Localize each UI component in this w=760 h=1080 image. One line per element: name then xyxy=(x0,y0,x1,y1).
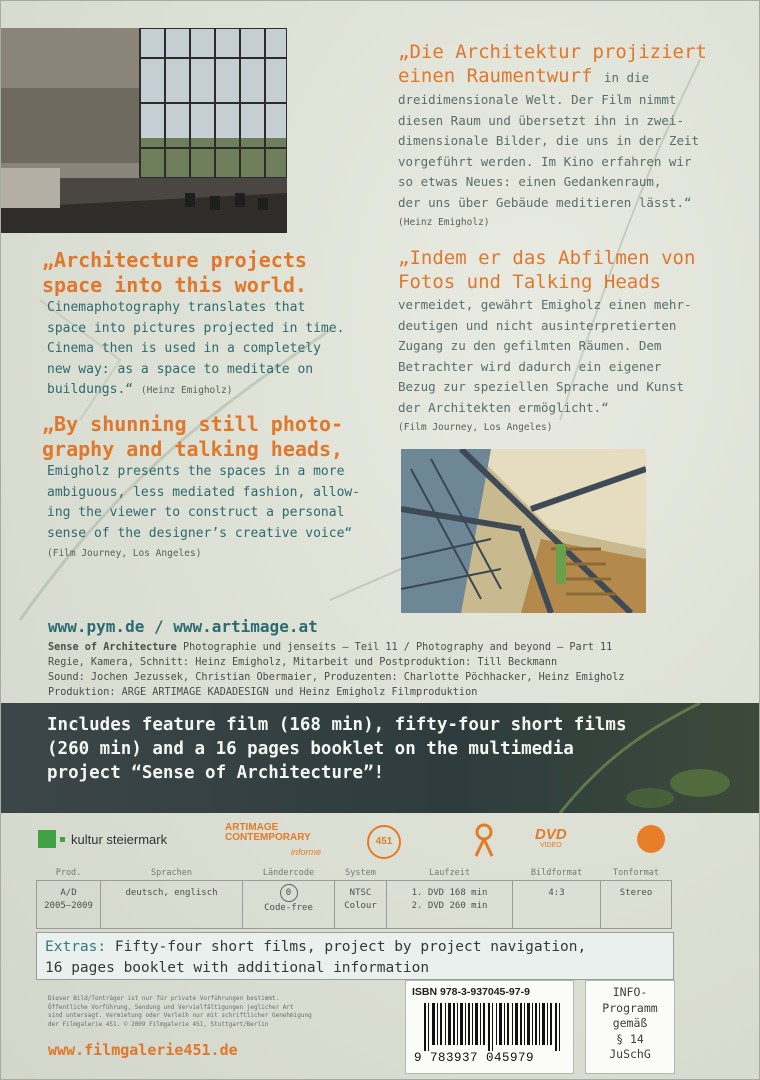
spec-header-system: System xyxy=(335,866,387,881)
quote-de-1-line2-rest: in die xyxy=(603,70,650,85)
spec-tonformat: Stereo xyxy=(601,881,672,929)
quote-de-2-line: der Architekten ermöglicht.“ xyxy=(398,399,609,415)
spec-prod-country: A/D xyxy=(60,888,77,898)
quote-en-2-line: sense of the designer’s creative voice“ xyxy=(47,525,353,541)
spec-header-laufzeit: Laufzeit xyxy=(387,866,513,881)
quote-de-1-line: dreidimensionale Welt. Der Film nimmt xyxy=(398,92,677,107)
credits-line: Regie, Kamera, Schnitt: Heinz Emigholz, Mitarbeit und Postproduktion: Till Beckmann xyxy=(48,657,558,668)
spec-header-bildformat: Bildformat xyxy=(513,866,601,881)
quote-en-1-cite: (Heinz Emigholz) xyxy=(140,385,233,396)
spec-bildformat: 4:3 xyxy=(513,881,601,929)
quote-de-1-title-line1: „Die Architektur projiziert xyxy=(398,41,707,63)
footer-url: www.filmgalerie451.de xyxy=(48,1041,238,1059)
spec-laufzeit-1: 1. DVD 168 min xyxy=(411,888,488,898)
quote-en-1-line: Cinema then is used in a completely xyxy=(47,341,321,356)
extras-line2: 16 pages booklet with additional information xyxy=(45,960,430,976)
quote-en-1-line: space into pictures projected in time. xyxy=(47,320,345,336)
banner-line: project “Sense of Architecture”! xyxy=(47,763,385,783)
artimage-line1: ARTIMAGE xyxy=(225,822,279,833)
isbn-text: ISBN 978-3-937045-97-9 xyxy=(412,986,530,998)
extras-label: Extras: xyxy=(45,939,107,955)
quote-en-1-title-line: „Architecture projects xyxy=(42,248,307,272)
extras-line1: Fifty-four short films, project by project navigation, xyxy=(106,939,587,955)
spec-system-colour: Colour xyxy=(344,901,377,911)
info-line: § 14 xyxy=(616,1031,644,1046)
banner-line: Includes feature film (168 min), fifty-four short films xyxy=(47,715,627,735)
quote-de-1-line: vorgeführt werden. Im Kino erfahren wir xyxy=(398,153,692,169)
spec-header-laendercode: Ländercode xyxy=(243,866,335,881)
quote-de-2-line: vermeidet, gewährt Emigholz einen mehr- xyxy=(398,297,692,312)
quote-en-2-cite: (Film Journey, Los Angeles) xyxy=(47,548,202,559)
quote-de-2-cite: (Film Journey, Los Angeles) xyxy=(398,422,553,433)
credits-series-rest: Photographie und jenseits – Teil 11 / Photography and beyond – Part 11 xyxy=(176,642,613,653)
quote-en-1-line: new way: as a space to meditate on xyxy=(47,361,314,377)
spec-header-sprachen: Sprachen xyxy=(101,866,243,881)
legal-line: Öffentliche Vorführung, Sendung und Vervielfältigungen jeglicher Art xyxy=(48,1003,294,1011)
legal-line: sind untersagt. Vermietung oder Verleih nur mit schriftlicher Genehmigung xyxy=(48,1012,312,1019)
quote-en-1-line: buildungs.“ xyxy=(47,382,134,397)
region-free-icon: 0 xyxy=(280,884,298,902)
quote-de-2-line: Bezug zur speziellen Sprache und Kunst xyxy=(398,379,684,394)
quote-de-1-title-line2: einen Raumentwurf xyxy=(398,65,593,87)
spec-laufzeit-2: 2. DVD 260 min xyxy=(411,901,488,911)
dvd-text: DVD xyxy=(535,826,567,843)
quote-de-1-cite: (Heinz Emigholz) xyxy=(398,217,490,228)
filmgalerie-451-text: 451 xyxy=(375,836,393,847)
quote-en-2-title-line: „By shunning still photo- xyxy=(42,412,344,436)
quote-en-2-title-line: graphy and talking heads, xyxy=(42,437,344,461)
quote-en-1-line: Cinemaphotography translates that xyxy=(47,300,306,315)
quote-en-2-line: ing the viewer to construct a personal xyxy=(47,505,345,520)
ean-number: 9 783937 045979 xyxy=(414,1051,535,1065)
artimage-sub: informe xyxy=(291,847,322,857)
spec-header-tonformat: Tonformat xyxy=(601,866,672,881)
quote-de-1-line: so etwas Neues: einen Gedankenraum, xyxy=(398,174,662,189)
credits-line: Sound: Jochen Jezussek, Christian Obermaier, Produzenten: Charlotte Pöchhacker, Heinz Emigholz xyxy=(48,672,625,683)
website-urls: www.pym.de / www.artimage.at xyxy=(48,617,318,636)
spec-laendercode-text: Code-free xyxy=(264,903,313,913)
info-line: gemäß xyxy=(612,1016,648,1030)
credits-series-title: Sense of Architecture xyxy=(48,642,177,653)
quote-de-2-title-line: Fotos und Talking Heads xyxy=(398,271,662,293)
legal-line: Dieser Bild/Tonträger ist nur für private Vorführungen bestimmt. xyxy=(48,995,280,1002)
credits-line: Produktion: ARGE ARTIMAGE KADADESIGN und Heinz Emigholz Filmproduktion xyxy=(48,687,478,698)
info-line: INFO- xyxy=(612,985,648,999)
banner-line: (260 min) and a 16 pages booklet on the multimedia xyxy=(47,739,574,759)
quote-de-1-line: der uns über Gebäude meditieren lässt.“ xyxy=(398,194,692,210)
spec-header-prod: Prod. xyxy=(37,866,101,881)
spec-prod-years: 2005–2009 xyxy=(44,901,93,911)
quote-en-2-line: ambiguous, less mediated fashion, allow- xyxy=(47,484,361,500)
quote-de-2-line: Betrachter wird dadurch ein eigener xyxy=(398,358,662,374)
artimage-line2: CONTEMPORARY xyxy=(225,832,311,843)
quote-de-1-line: dimensionale Bilder, die uns in der Zeit xyxy=(398,133,700,148)
quote-de-1-line: diesen Raum und übersetzt ihn in zwei- xyxy=(398,112,684,128)
spec-sprachen: deutsch, englisch xyxy=(101,881,243,929)
quote-de-2-title-line: „Indem er das Abfilmen von xyxy=(398,247,696,269)
info-line: JuSchG xyxy=(609,1047,651,1061)
quote-en-2-line: Emigholz presents the spaces in a more xyxy=(47,464,345,479)
quote-en-1-title-line: space into this world. xyxy=(42,273,307,297)
quote-de-2-line: deutigen und nicht ausinterpretierten xyxy=(398,317,677,333)
video-text: VIDEO xyxy=(539,842,562,849)
quote-de-2-line: Zugang zu den gefilmten Räumen. Dem xyxy=(398,338,662,353)
kultur-steiermark-text: kultur steiermark xyxy=(71,831,168,847)
info-line: Programm xyxy=(602,1000,658,1015)
legal-line: der Filmgalerie 451. © 2009 Filmgalerie 451, Stuttgart/Berlin xyxy=(48,1020,269,1028)
spec-system-ntsc: NTSC xyxy=(349,888,372,898)
